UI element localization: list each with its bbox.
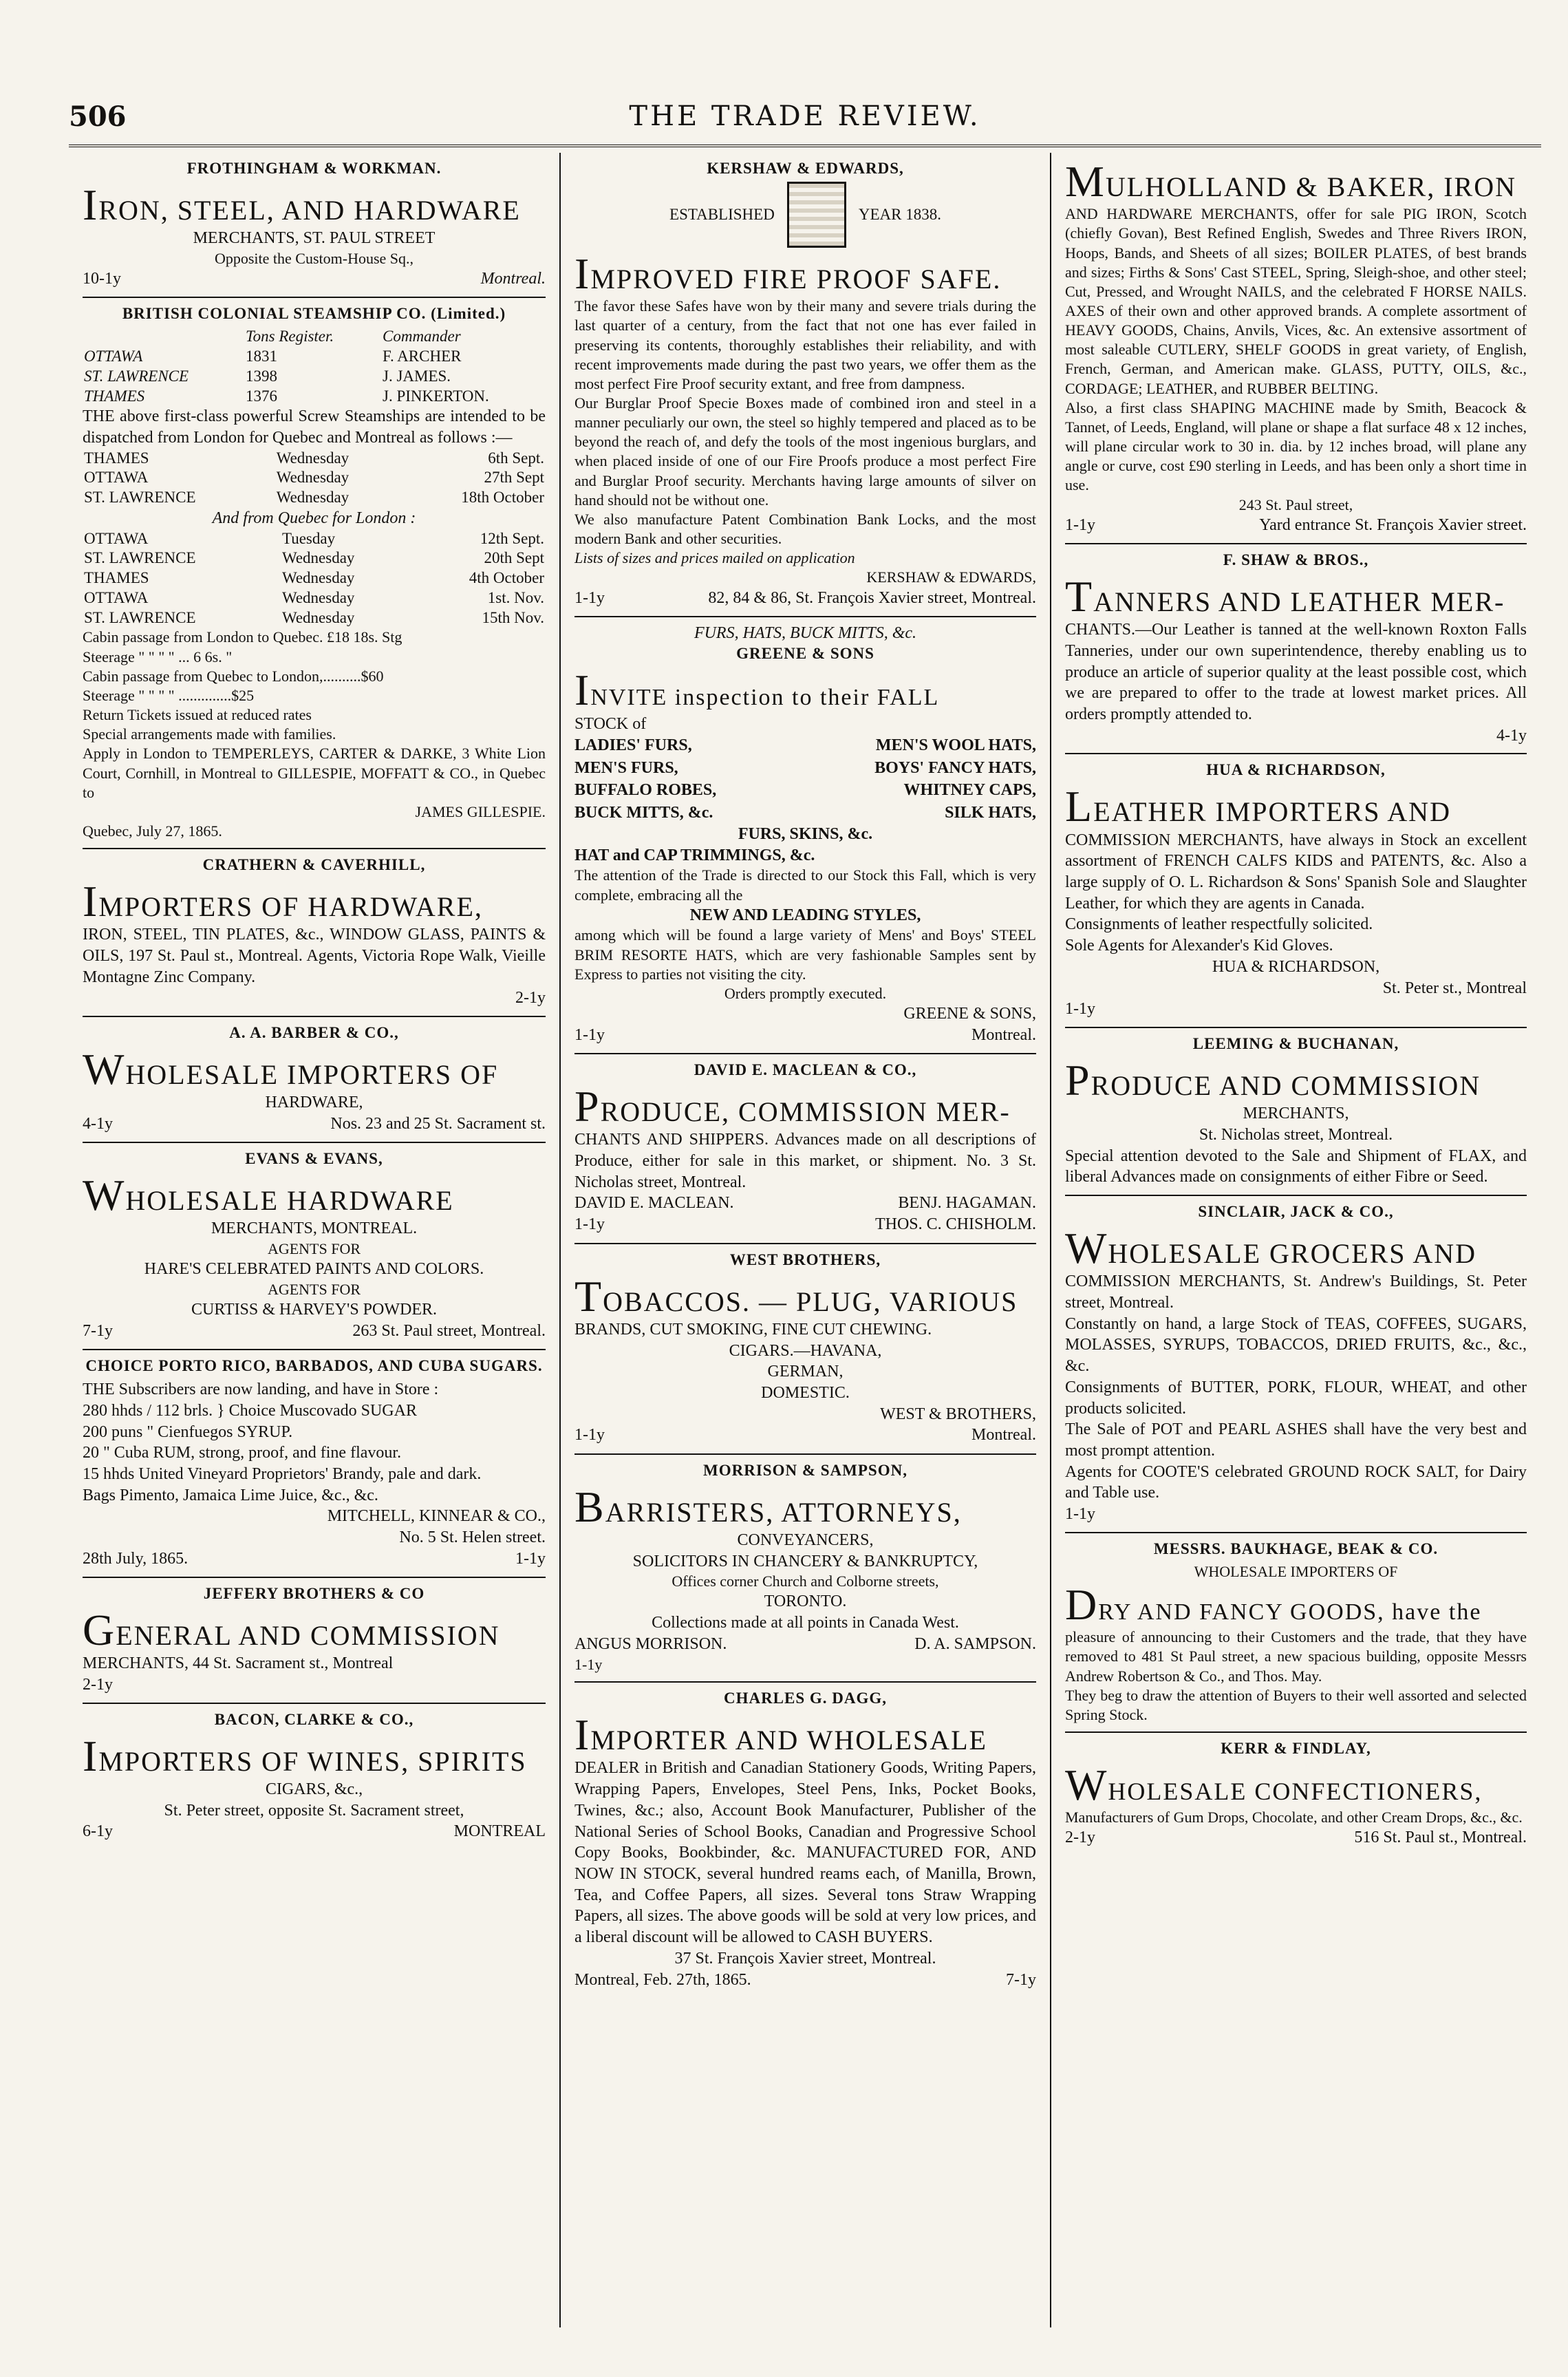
ad-ref: 10-1y	[83, 270, 121, 288]
ad-name: EVANS & EVANS,	[245, 1150, 383, 1168]
ad-ref: 7-1y	[83, 1321, 113, 1340]
ad-name: MESSRS. BAUKHAGE, BEAK & CO.	[1153, 1539, 1439, 1557]
ad-partner: DAVID E. MACLEAN.	[574, 1194, 734, 1213]
list-item: BUFFALO ROBES,	[574, 781, 717, 800]
ad-headline: INVITE inspection to their FALL	[574, 665, 940, 715]
ad-line: HAT and CAP TRIMMINGS, &c.	[574, 846, 815, 864]
list-item: BUCK MITTS, &c.	[574, 803, 713, 822]
table-row: THAMES 1376 J. PINKERTON.	[84, 387, 489, 405]
est-left: ESTABLISHED	[669, 206, 775, 223]
est-right: YEAR 1838.	[858, 206, 941, 223]
header-rule	[69, 145, 1541, 147]
ad-body: Agents for COOTE'S celebrated GROUND ROCK SALT, for Dairy and Table use.	[1065, 1462, 1527, 1502]
ad-dagg	[574, 1683, 1036, 1998]
fare-line: Cabin passage from Quebec to London,..........$60	[83, 667, 384, 685]
ad-address: St. Peter st., Montreal	[1382, 979, 1527, 997]
ship-table	[83, 327, 546, 406]
ad-partner: ANGUS MORRISON.	[574, 1634, 727, 1653]
ad-partner: THOS. C. CHISHOLM.	[874, 1215, 1036, 1234]
ad-ref: 1-1y	[515, 1549, 546, 1568]
ad-signature: HUA & RICHARDSON,	[1212, 957, 1380, 976]
list-item: 280 hhds / 112 brls. } Choice Muscovado SUGAR	[83, 1401, 417, 1420]
ad-body: THE Subscribers are now landing, and have in Store :	[83, 1381, 439, 1399]
ad-line: MERCHANTS, ST. PAUL STREET	[193, 229, 436, 248]
ad-body: MERCHANTS, 44 St. Sacrament st., Montreal	[83, 1654, 394, 1673]
established-row	[574, 182, 1036, 248]
table-row: THAMES Wednesday 6th Sept.	[84, 449, 544, 467]
ad-line: CIGARS, &c.,	[265, 1780, 363, 1798]
ad-name: LEEMING & BUCHANAN,	[1192, 1035, 1399, 1053]
ad-name: CHARLES G. DAGG,	[723, 1690, 888, 1707]
ad-body: Consignments of leather respectfully solicited.	[1065, 915, 1373, 934]
ad-name: CHOICE PORTO RICO, BARBADOS, AND CUBA SUGARS.	[85, 1357, 543, 1375]
list-item: LADIES' FURS,	[574, 736, 692, 755]
ad-line: Return Tickets issued at reduced rates	[83, 706, 312, 724]
ad-mulholland	[1065, 153, 1527, 544]
list-item: BOYS' FANCY HATS,	[874, 758, 1036, 777]
ad-line: WHOLESALE IMPORTERS OF	[1194, 1562, 1398, 1580]
ad-name: KERSHAW & EDWARDS,	[707, 160, 904, 177]
ad-body: Constantly on hand, a large Stock of TEAS, COFFEES, SUGARS, MOLASSES, SYRUPS, TOBACCOS, DRIED FRUITS, &c., &c., &c.	[1065, 1314, 1527, 1376]
ad-line: Special arrangements made with families.	[83, 725, 336, 743]
ad-ref: 2-1y	[1065, 1829, 1095, 1847]
ad-barber	[83, 1017, 546, 1143]
ad-greene	[574, 617, 1036, 1054]
column-1	[69, 153, 559, 2327]
ad-partner: D. A. SAMPSON.	[914, 1634, 1036, 1653]
ad-line: NEW AND LEADING STYLES,	[689, 906, 921, 924]
ad-headline: WHOLESALE HARDWARE	[83, 1171, 454, 1220]
ad-jeffery	[83, 1578, 546, 1704]
ad-city: Montreal.	[480, 270, 546, 288]
ad-line: CONVEYANCERS,	[737, 1531, 874, 1549]
ad-address: 263 St. Paul street, Montreal.	[352, 1321, 546, 1340]
ad-date: Quebec, July 27, 1865.	[83, 822, 222, 840]
ad-body: CHANTS.—Our Leather is tanned at the well-known Roxton Falls Tanneries, under our own superintendence, thereby enabling us to produce an article of superior quality at the least possible cost, which we are prepared to offer to the trade at lowest market prices. All orders promptly attended to.	[1065, 621, 1527, 723]
table-row: THAMES Wednesday 4th October	[84, 569, 544, 587]
ad-hua	[1065, 754, 1527, 1028]
ad-kershaw	[574, 153, 1036, 617]
ad-body: We also manufacture Patent Combination Bank Locks, and the most modern Bank and other securities.	[574, 510, 1036, 548]
ad-body: COMMISSION MERCHANTS, St. Andrew's Buildings, St. Peter street, Montreal.	[1065, 1272, 1527, 1312]
ad-line: Offices corner Church and Colborne streets,	[672, 1573, 939, 1590]
ad-ref: 4-1y	[1496, 726, 1527, 745]
ad-headline: PRODUCE, COMMISSION MER-	[574, 1081, 1011, 1131]
ad-headline: IMPORTERS OF WINES, SPIRITS	[83, 1731, 527, 1780]
ad-headline: GENERAL AND COMMISSION	[83, 1606, 500, 1655]
ad-headline: MULHOLLAND & BAKER, IRON	[1065, 157, 1516, 206]
ad-frothingham	[83, 153, 546, 298]
ad-line: HARE'S CELEBRATED PAINTS AND COLORS.	[144, 1260, 484, 1279]
ad-name: JEFFERY BROTHERS & CO	[203, 1585, 425, 1603]
ad-name: BACON, CLARKE & CO.,	[214, 1710, 414, 1728]
ad-headline: WHOLESALE IMPORTERS OF	[83, 1045, 499, 1094]
ad-city: MONTREAL	[453, 1822, 546, 1841]
ad-line: AGENTS FOR	[267, 1281, 361, 1299]
ad-body: Manufacturers of Gum Drops, Chocolate, and other Cream Drops, &c., &c.	[1065, 1809, 1523, 1826]
page-header	[69, 100, 1541, 142]
fare-line: Steerage " " " " ... 6 6s. "	[83, 648, 233, 665]
ad-ref: 7-1y	[1006, 1970, 1036, 1989]
columns	[69, 153, 1541, 2327]
ad-address: Nos. 23 and 25 St. Sacrament st.	[330, 1115, 546, 1133]
ad-line: St. Nicholas street, Montreal.	[1199, 1125, 1393, 1144]
ad-name: BRITISH COLONIAL STEAMSHIP CO. (Limited.)	[122, 305, 506, 323]
ad-ref: 1-1y	[574, 1215, 605, 1234]
ad-body: COMMISSION MERCHANTS, have always in Stock an excellent assortment of FRENCH CALFS KIDS and PATENTS, &c. Also a large supply of O. L. Richardson & Sons' Spanish Sole and Slaughter Leather, for which they are agents in Canada.	[1065, 831, 1527, 913]
fare-line: Steerage " " " " ..............$25	[83, 686, 255, 704]
ad-line: AGENTS FOR	[267, 1240, 361, 1258]
page-title: THE TRADE REVIEW.	[629, 100, 981, 132]
ad-body: DEALER in British and Canadian Stationery Goods, Writing Papers, Wrapping Papers, Envelopes, Steel Pens, Inks, Pocket Books, Twines, &c.; also, Account Book Manufacturer, Publisher of the National Series of School Books, Canadian and Progressive School Copy Books, Bookbinder, &c. MANUFACTURED FOR, AND NOW IN STOCK, several hundred reams each, of Manilla, Brown, Tea, and Coffee Papers, all sizes. Several tons Straw Wrapping Papers, all sizes. The above goods will be sold at very low prices, and a liberal discount will be allowed to CASH BUYERS.	[574, 1759, 1036, 1947]
ad-name: CRATHERN & CAVERHILL,	[202, 856, 426, 874]
ad-signature: JAMES GILLESPIE.	[415, 802, 546, 820]
ad-headline: WHOLESALE CONFECTIONERS,	[1065, 1760, 1483, 1810]
ad-ref: 1-1y	[574, 1025, 605, 1044]
ad-baukhage	[1065, 1533, 1527, 1733]
ad-body: Our Burglar Proof Specie Boxes made of combined iron and steel in a manner peculiarly our own, the steel so highly tempered and placed as to be beyond the reach of, and defy the tools of the most ingenious burglars, and when placed inside of one of our Fire Proofs produce a most perfect Fire and Burglar Proof security. Merchants having large amounts of silver on hand should not be without one.	[574, 394, 1036, 509]
ad-partner: BENJ. HAGAMAN.	[898, 1194, 1036, 1213]
ad-body: Collections made at all points in Canada West.	[652, 1614, 959, 1632]
ad-name: MORRISON & SAMPSON,	[703, 1461, 907, 1479]
table-row: ST. LAWRENCE Wednesday 18th October	[84, 489, 544, 507]
ad-line: GERMAN,	[767, 1363, 844, 1381]
safe-illustration	[787, 182, 846, 248]
ad-line: CURTISS & HARVEY'S POWDER.	[191, 1301, 437, 1319]
ad-ref: 2-1y	[515, 989, 546, 1008]
list-item: 15 hhds United Vineyard Proprietors' Brandy, pale and dark.	[83, 1465, 482, 1483]
column-3	[1050, 153, 1540, 2327]
ad-line: Orders promptly executed.	[724, 984, 887, 1002]
ad-ref: 1-1y	[1065, 515, 1095, 534]
ad-headline: IMPORTER AND WHOLESALE	[574, 1710, 987, 1760]
ad-steamship	[83, 298, 546, 849]
ad-body: pleasure of announcing to their Customers and the trade, that they have removed to 481 St Paul street, a new spacious building, opposite Messrs Andrew Robertson & Co., and Thos. May.	[1065, 1628, 1527, 1685]
ad-signature: GREENE & SONS,	[903, 1005, 1036, 1023]
page-number: 506	[69, 100, 127, 133]
ad-city: TORONTO.	[764, 1592, 847, 1611]
ad-signature: KERSHAW & EDWARDS,	[866, 568, 1036, 586]
ad-ref: 1-1y	[1065, 1000, 1095, 1019]
ad-address: No. 5 St. Helen street.	[399, 1528, 546, 1547]
fare-line: Cabin passage from London to Quebec. £18 18s. Stg	[83, 628, 402, 646]
ad-city: Montreal.	[971, 1426, 1036, 1445]
ad-subheading: And from Quebec for London :	[212, 509, 416, 527]
ad-sinclair	[1065, 1196, 1527, 1533]
product-grid	[574, 734, 1036, 824]
list-item: SILK HATS,	[945, 803, 1036, 822]
ad-line: CIGARS.—HAVANA,	[729, 1341, 882, 1360]
ad-line: STOCK of	[574, 714, 647, 733]
ad-ref: 4-1y	[83, 1115, 113, 1133]
ad-line: MERCHANTS,	[1243, 1105, 1349, 1123]
ad-body: IRON, STEEL, TIN PLATES, &c., WINDOW GLASS, PAINTS & OILS, 197 St. Paul st., Montreal. Agents, Victoria Rope Walk, Vieille Montagne Zinc Company.	[83, 926, 546, 986]
ad-line: Opposite the Custom-House Sq.,	[214, 249, 414, 267]
ad-signature: WEST & BROTHERS,	[880, 1405, 1036, 1423]
ad-address: 37 St. François Xavier street, Montreal.	[674, 1949, 936, 1968]
ad-shaw	[1065, 544, 1527, 755]
ad-ref: 1-1y	[1065, 1505, 1095, 1524]
ad-body: Special attention devoted to the Sale and Shipment of FLAX, and liberal Advances made on consignments of either Fibre or Seed.	[1065, 1147, 1527, 1186]
ad-line: FURS, SKINS, &c.	[738, 824, 873, 843]
ad-address: 82, 84 & 86, St. François Xavier street, Montreal.	[708, 588, 1036, 607]
list-item: MEN'S FURS,	[574, 758, 678, 777]
ad-name: DAVID E. MACLEAN & CO.,	[694, 1060, 917, 1078]
ad-headline: WHOLESALE GROCERS AND	[1065, 1224, 1476, 1273]
table-row: OTTAWA Tuesday 12th Sept.	[84, 529, 544, 547]
table-row: ST. LAWRENCE Wednesday 15th Nov.	[84, 608, 544, 626]
ad-name: HUA & RICHARDSON,	[1206, 761, 1386, 779]
ad-ref: 1-1y	[574, 1656, 603, 1673]
table-row: OTTAWA Wednesday 27th Sept	[84, 469, 544, 487]
ad-address: 243 St. Paul street,	[1238, 495, 1353, 513]
sailings-quebec	[83, 529, 546, 628]
ad-name: WEST BROTHERS,	[729, 1250, 881, 1268]
ad-line: DOMESTIC.	[761, 1383, 850, 1402]
ad-name: KERR & FINDLAY,	[1221, 1740, 1371, 1758]
ad-body: Consignments of BUTTER, PORK, FLOUR, WHEAT, and other products solicited.	[1065, 1378, 1527, 1418]
ad-address: 516 St. Paul st., Montreal.	[1354, 1829, 1527, 1847]
ad-name: A. A. BARBER & CO.,	[229, 1024, 399, 1042]
ad-line: SOLICITORS IN CHANCERY & BANKRUPTCY,	[632, 1552, 978, 1570]
ad-bacon	[83, 1704, 546, 1850]
ad-crathern	[83, 849, 546, 1017]
ad-signature: MITCHELL, KINNEAR & CO.,	[327, 1507, 546, 1526]
ad-headline: IMPORTERS OF HARDWARE,	[83, 877, 483, 926]
ad-sugars	[83, 1350, 546, 1578]
ad-date: 28th July, 1865.	[83, 1549, 189, 1568]
ad-headline: LEATHER IMPORTERS AND	[1065, 782, 1451, 831]
ad-headline: DRY AND FANCY GOODS, have the	[1065, 1580, 1482, 1630]
ad-body: Lists of sizes and prices mailed on application	[574, 549, 855, 567]
ad-city: Montreal.	[971, 1025, 1036, 1044]
ad-headline: IRON, STEEL, AND HARDWARE	[83, 180, 521, 229]
ad-name: FROTHINGHAM & WORKMAN.	[186, 160, 442, 177]
sailings-london	[83, 449, 546, 508]
ad-date: Montreal, Feb. 27th, 1865.	[574, 1970, 751, 1989]
ad-morrison	[574, 1455, 1036, 1683]
ad-body: The Sale of POT and PEARL ASHES shall have the very best and most prompt attention.	[1065, 1420, 1527, 1460]
ad-ref: 6-1y	[83, 1822, 113, 1841]
ad-body: The attention of the Trade is directed to our Stock this Fall, which is very complete, embracing all the	[574, 866, 1036, 904]
ad-kerr	[1065, 1733, 1527, 1856]
ad-maclean	[574, 1054, 1036, 1244]
ad-name: F. SHAW & BROS.,	[1223, 551, 1369, 568]
ad-headline: PRODUCE AND COMMISSION	[1065, 1056, 1481, 1105]
ad-headline: IMPROVED FIRE PROOF SAFE.	[574, 249, 1002, 298]
col-header: Commander	[383, 328, 461, 345]
ad-ref: 1-1y	[574, 1426, 605, 1445]
table-row: ST. LAWRENCE Wednesday 20th Sept	[84, 549, 544, 567]
ad-body: THE above first-class powerful Screw Steamships are intended to be dispatched from London for Quebec and Montreal as follows :—	[83, 407, 546, 447]
ad-body: Sole Agents for Alexander's Kid Gloves.	[1065, 937, 1333, 955]
ad-name: GREENE & SONS	[736, 645, 874, 663]
list-item: WHITNEY CAPS,	[903, 781, 1036, 800]
ad-topline: FURS, HATS, BUCK MITTS, &c.	[694, 623, 917, 642]
list-item: 200 puns " Cienfuegos SYRUP.	[83, 1422, 293, 1441]
ad-headline: BARRISTERS, ATTORNEYS,	[574, 1482, 962, 1531]
ad-body: They beg to draw the attention of Buyers to their well assorted and selected Spring Stock.	[1065, 1686, 1527, 1723]
list-item: Bags Pimento, Jamaica Lime Juice, &c., &c.	[83, 1486, 378, 1504]
table-row: ST. LAWRENCE 1398 J. JAMES.	[84, 367, 451, 385]
list-item: 20 " Cuba RUM, strong, proof, and fine flavour.	[83, 1444, 402, 1462]
ad-body: CHANTS AND SHIPPERS. Advances made on all descriptions of Produce, either for sale in this market, or shipment. No. 3 St. Nicholas street, Montreal.	[574, 1131, 1036, 1191]
ad-body: AND HARDWARE MERCHANTS, offer for sale PIG IRON, Scotch (chiefly Govan), Best Refined English, Swedes and Three Rivers IRON, Hoops, Bands, and Sheets of all sizes; BOILER PLATES, of best brands and sizes; Firths & Sons' Cast STEEL, Spring, Sleigh-shoe, and other steel; Cut, Pressed, and Wrought NAILS, and the celebrated F HORSE NAILS. AXES of their own and other approved brands. A complete assortment of HEAVY GOODS, Chains, Anvils, Vices, &c. An extensive assortment of most saleable CUTLERY, SHELF GOODS in great variety, of English, French, German, and American make. GLASS, PUTTY, OILS, &c., CORDAGE; LEATHER, and RUBBER BELTING.	[1065, 205, 1527, 397]
ad-body: The favor these Safes have won by their many and severe trials during the last quarter of a century, from the fact that not one has ever failed in preserving its contents, thoroughly establishes their reliability, and with recent improvements made during the past two years, we offer them as the most perfect Fire Proof security extant, and free from dampness.	[574, 297, 1036, 392]
ad-line: HARDWARE,	[265, 1094, 363, 1112]
ad-body: among which will be found a large variety of Mens' and Boys' STEEL BRIM RESORTE HATS, which are very fashionable Samples sent by Express to parties not visiting the city.	[574, 926, 1036, 983]
ad-body: BRANDS, CUT SMOKING, FINE CUT CHEWING.	[574, 1320, 932, 1339]
ad-line: St. Peter street, opposite St. Sacrament street,	[164, 1801, 464, 1820]
table-row: OTTAWA Wednesday 1st. Nov.	[84, 588, 544, 606]
ad-line: MERCHANTS, MONTREAL.	[211, 1219, 418, 1238]
ad-body: Also, a first class SHAPING MACHINE made by Smith, Beacock & Tannet, of Leeds, England, will plane or shape a flat surface 48 x 12 inches, will plane circular work to 30 in. dia. by 12 inches broad, will plane any angle or curve, cost £90 sterling in Leeds, and has been only a short time in use.	[1065, 398, 1527, 494]
ad-ref: 1-1y	[574, 588, 605, 607]
ad-leeming	[1065, 1028, 1527, 1196]
ad-headline: TOBACCOS. — PLUG, VARIOUS	[574, 1271, 1018, 1321]
list-item: MEN'S WOOL HATS,	[875, 736, 1036, 755]
ad-evans	[83, 1143, 546, 1350]
ad-ref: 2-1y	[83, 1675, 113, 1694]
table-row: OTTAWA 1831 F. ARCHER	[84, 348, 462, 365]
col-header: Tons Register.	[245, 328, 334, 345]
ad-westbros	[574, 1244, 1036, 1455]
ad-body: Apply in London to TEMPERLEYS, CARTER & DARKE, 3 White Lion Court, Cornhill, in Montreal to GILLESPIE, MOFFATT & CO., in Quebec to	[83, 745, 546, 801]
ad-name: SINCLAIR, JACK & CO.,	[1198, 1203, 1394, 1221]
column-2	[559, 153, 1050, 2327]
ad-headline: TANNERS AND LEATHER MER-	[1065, 571, 1505, 621]
ad-address: Yard entrance St. François Xavier street.	[1259, 515, 1527, 534]
